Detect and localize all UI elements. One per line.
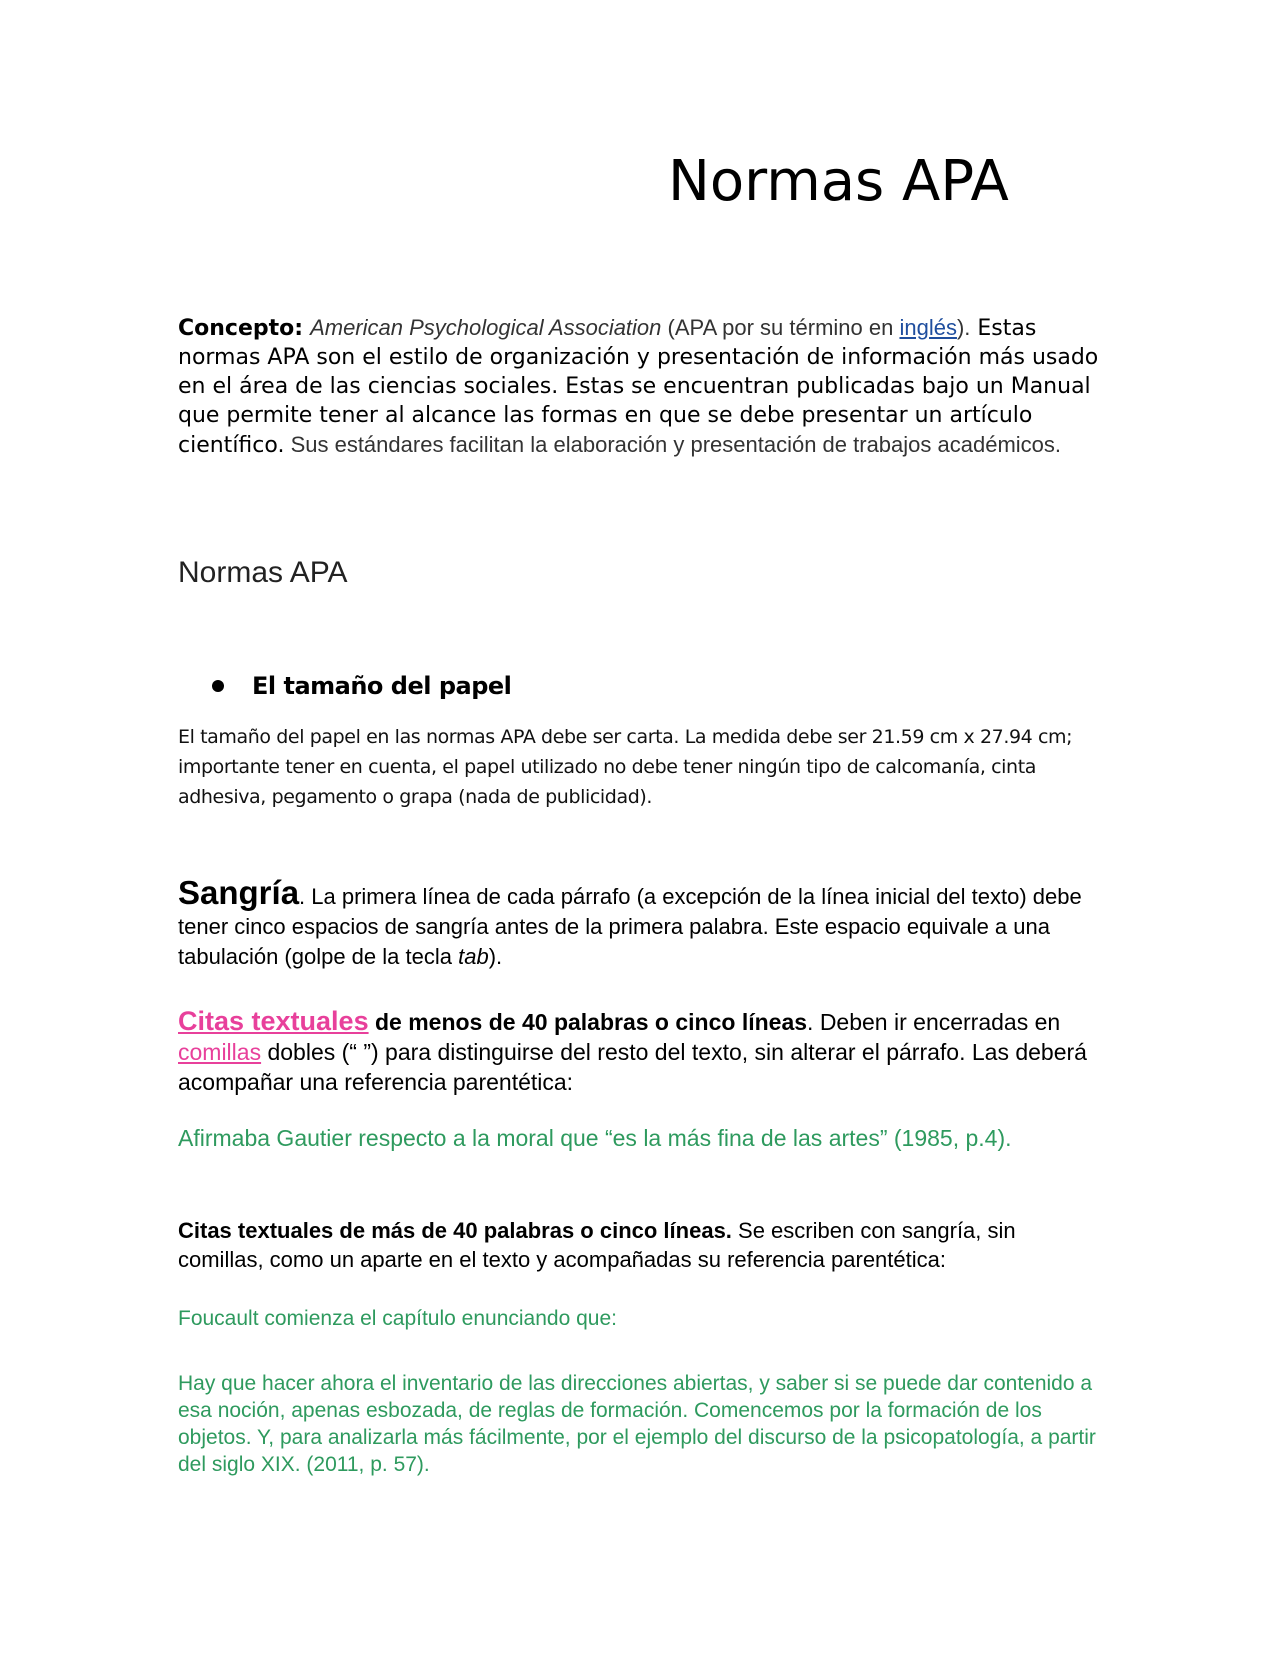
foucault-intro: Foucault comienza el capítulo enunciando que: [178, 1307, 617, 1330]
concept-paren-close: ). [956, 315, 971, 340]
long-citas-bold: Citas textuales de más de 40 palabras o cinco líneas. [178, 1218, 732, 1243]
concept-paren-open: (APA por su término en [661, 315, 900, 340]
citas-text-a: . Deben ir encerradas en [807, 1009, 1061, 1035]
concept-org: American Psychological Association [310, 315, 662, 340]
concept-paragraph [178, 313, 1108, 460]
citas-textuales-link[interactable]: Citas textuales [178, 1006, 369, 1036]
block-quote-example: Hay que hacer ahora el inventario de las direcciones abiertas, y saber si se puede dar contenido a esa noción, apenas esbozada, de reglas de formación. Comencemos por la formación de los objetos. Y, para analizarla más fácilmente, por el ejemplo del discurso de la psicopatología, a partir del siglo XIX. (2011, p. 57). [178, 1372, 1096, 1476]
short-quote-example: Afirmaba Gautier respecto a la moral que “es la más fina de las artes” (1985, p.4). [178, 1125, 1012, 1151]
citas-text-b: dobles (“ ”) para distinguirse del resto del texto, sin alterar el párrafo. Las deberá acompañar una referencia parentética: [178, 1039, 1087, 1095]
concept-label: Concepto: [178, 316, 304, 341]
section-heading: Normas APA [178, 556, 348, 589]
concept-body: Estas normas APA son el estilo de organización y presentación de información más usado en el área de las ciencias sociales. Estas se encuentran publicadas bajo un Manual que permite tener al alcance las formas en que se debe presentar un artículo científico. [178, 316, 1099, 458]
sangria-tab: tab [458, 944, 489, 969]
sangria-text-b: ). [488, 944, 503, 969]
sangria-label: Sangría [178, 874, 300, 911]
citas-paragraph [178, 1006, 1098, 1097]
bullet-icon [212, 680, 224, 692]
comillas-link[interactable]: comillas [178, 1039, 262, 1065]
ingles-link[interactable]: inglés [899, 315, 957, 340]
sangria-text-a: . La primera línea de cada párrafo (a excepción de la línea inicial del texto) debe tener cinco espacios de sangría antes de la primera palabra. Este espacio equivale a una tabulación (golpe de la tecla [178, 884, 1082, 969]
paper-size-paragraph: El tamaño del papel en las normas APA debe ser carta. La medida debe ser 21.59 cm x 27.94 cm; importante tener en cuenta, el papel utilizado no debe tener ningún tipo de calcomanía, cinta adhesiva, pegamento o grapa (nada de publicidad). [178, 726, 1073, 808]
long-citas-text: Se escriben con sangría, sin comillas, como un aparte en el texto y acompañadas su referencia parentética: [178, 1218, 1016, 1272]
citas-bold: de menos de 40 palabras o cinco líneas [368, 1009, 808, 1035]
sangria-paragraph [178, 874, 1098, 972]
long-citas-paragraph [178, 1216, 1098, 1274]
concept-tail: Sus estándares facilitan la elaboración y presentación de trabajos académicos. [284, 432, 1062, 457]
bullet-heading: El tamaño del papel [252, 672, 512, 700]
document-title: Normas APA [668, 149, 1009, 214]
